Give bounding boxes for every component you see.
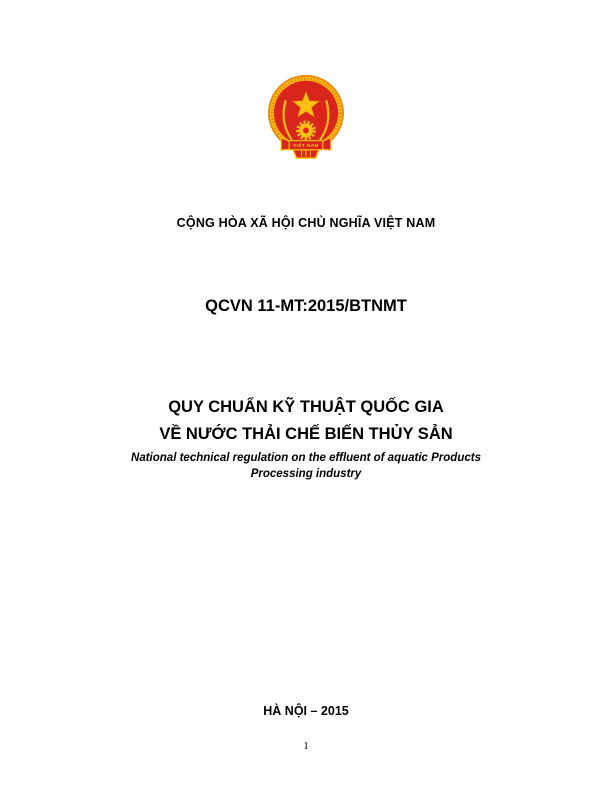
emblem-banner-text: VIỆT NAM bbox=[293, 143, 319, 149]
national-title: CỘNG HÒA XÃ HỘI CHỦ NGHĨA VIỆT NAM bbox=[176, 216, 436, 230]
document-code: QCVN 11-MT:2015/BTNMT bbox=[205, 297, 407, 315]
vietnam-national-emblem-icon bbox=[262, 72, 350, 164]
place-year: HÀ NỘI – 2015 bbox=[263, 704, 349, 718]
english-subtitle-line2: Processing industry bbox=[250, 468, 362, 480]
english-subtitle-line1: National technical regulation on the effluent of aquatic Products bbox=[131, 452, 481, 464]
english-subtitle bbox=[0, 450, 612, 482]
main-title-line1: QUY CHUẨN KỸ THUẬT QUỐC GIA bbox=[168, 398, 444, 416]
page-number: 1 bbox=[303, 740, 309, 752]
main-title-line2: VỀ NƯỚC THẢI CHẾ BIẾN THỦY SẢN bbox=[159, 425, 453, 443]
